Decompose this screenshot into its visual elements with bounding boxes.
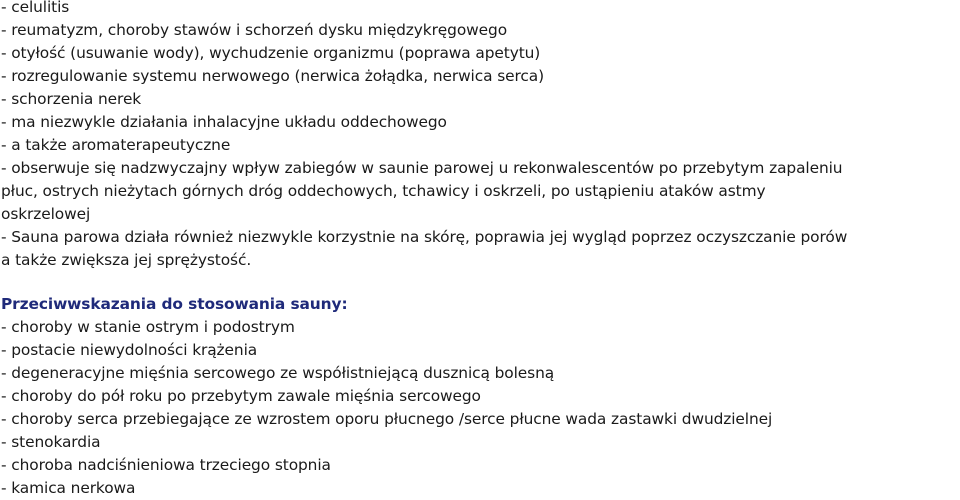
- list-item: - stenokardia: [1, 433, 101, 451]
- list-item: - otyłość (usuwanie wody), wychudzenie organizmu (poprawa apetytu): [1, 44, 541, 62]
- contraindications-list: [1, 316, 959, 500]
- list-item: - rozregulowanie systemu nerwowego (nerwica żołądka, nerwica serca): [1, 67, 544, 85]
- section-spacer: [1, 272, 959, 293]
- list-item: - kamica nerkowa: [1, 479, 136, 497]
- list-item: - celulitis: [1, 0, 70, 16]
- list-item: - schorzenia nerek: [1, 90, 142, 108]
- document-page: [1, 0, 959, 500]
- list-item: płuc, ostrych nieżytach górnych dróg oddechowych, tchawicy i oskrzeli, po ustąpieniu ataków astmy: [1, 182, 766, 200]
- list-item: - a także aromaterapeutyczne: [1, 136, 231, 154]
- list-item: - obserwuje się nadzwyczajny wpływ zabiegów w saunie parowej u rekonwalescentów po przebytym zapaleniu: [1, 159, 843, 177]
- list-item: - choroby serca przebiegające ze wzrostem oporu płucnego /serce płucne wada zastawki dwudzielnej: [1, 410, 773, 428]
- contraindications-heading: Przeciwwskazania do stosowania sauny:: [1, 295, 348, 313]
- list-item: a także zwiększa jej sprężystość.: [1, 251, 252, 269]
- list-item: oskrzelowej: [1, 205, 91, 223]
- list-item: - reumatyzm, choroby stawów i schorzeń dysku międzykręgowego: [1, 21, 508, 39]
- list-item: - Sauna parowa działa również niezwykle korzystnie na skórę, poprawia jej wygląd poprzez oczyszczanie porów: [1, 228, 848, 246]
- list-item: - ma niezwykle działania inhalacyjne układu oddechowego: [1, 113, 447, 131]
- list-item: - choroby w stanie ostrym i podostrym: [1, 318, 295, 336]
- list-item: - choroba nadciśnieniowa trzeciego stopnia: [1, 456, 331, 474]
- list-item: - choroby do pół roku po przebytym zawale mięśnia sercowego: [1, 387, 481, 405]
- list-item: - degeneracyjne mięśnia sercowego ze współistniejącą dusznicą bolesną: [1, 364, 555, 382]
- indications-list: [1, 0, 959, 272]
- list-item: - postacie niewydolności krążenia: [1, 341, 258, 359]
